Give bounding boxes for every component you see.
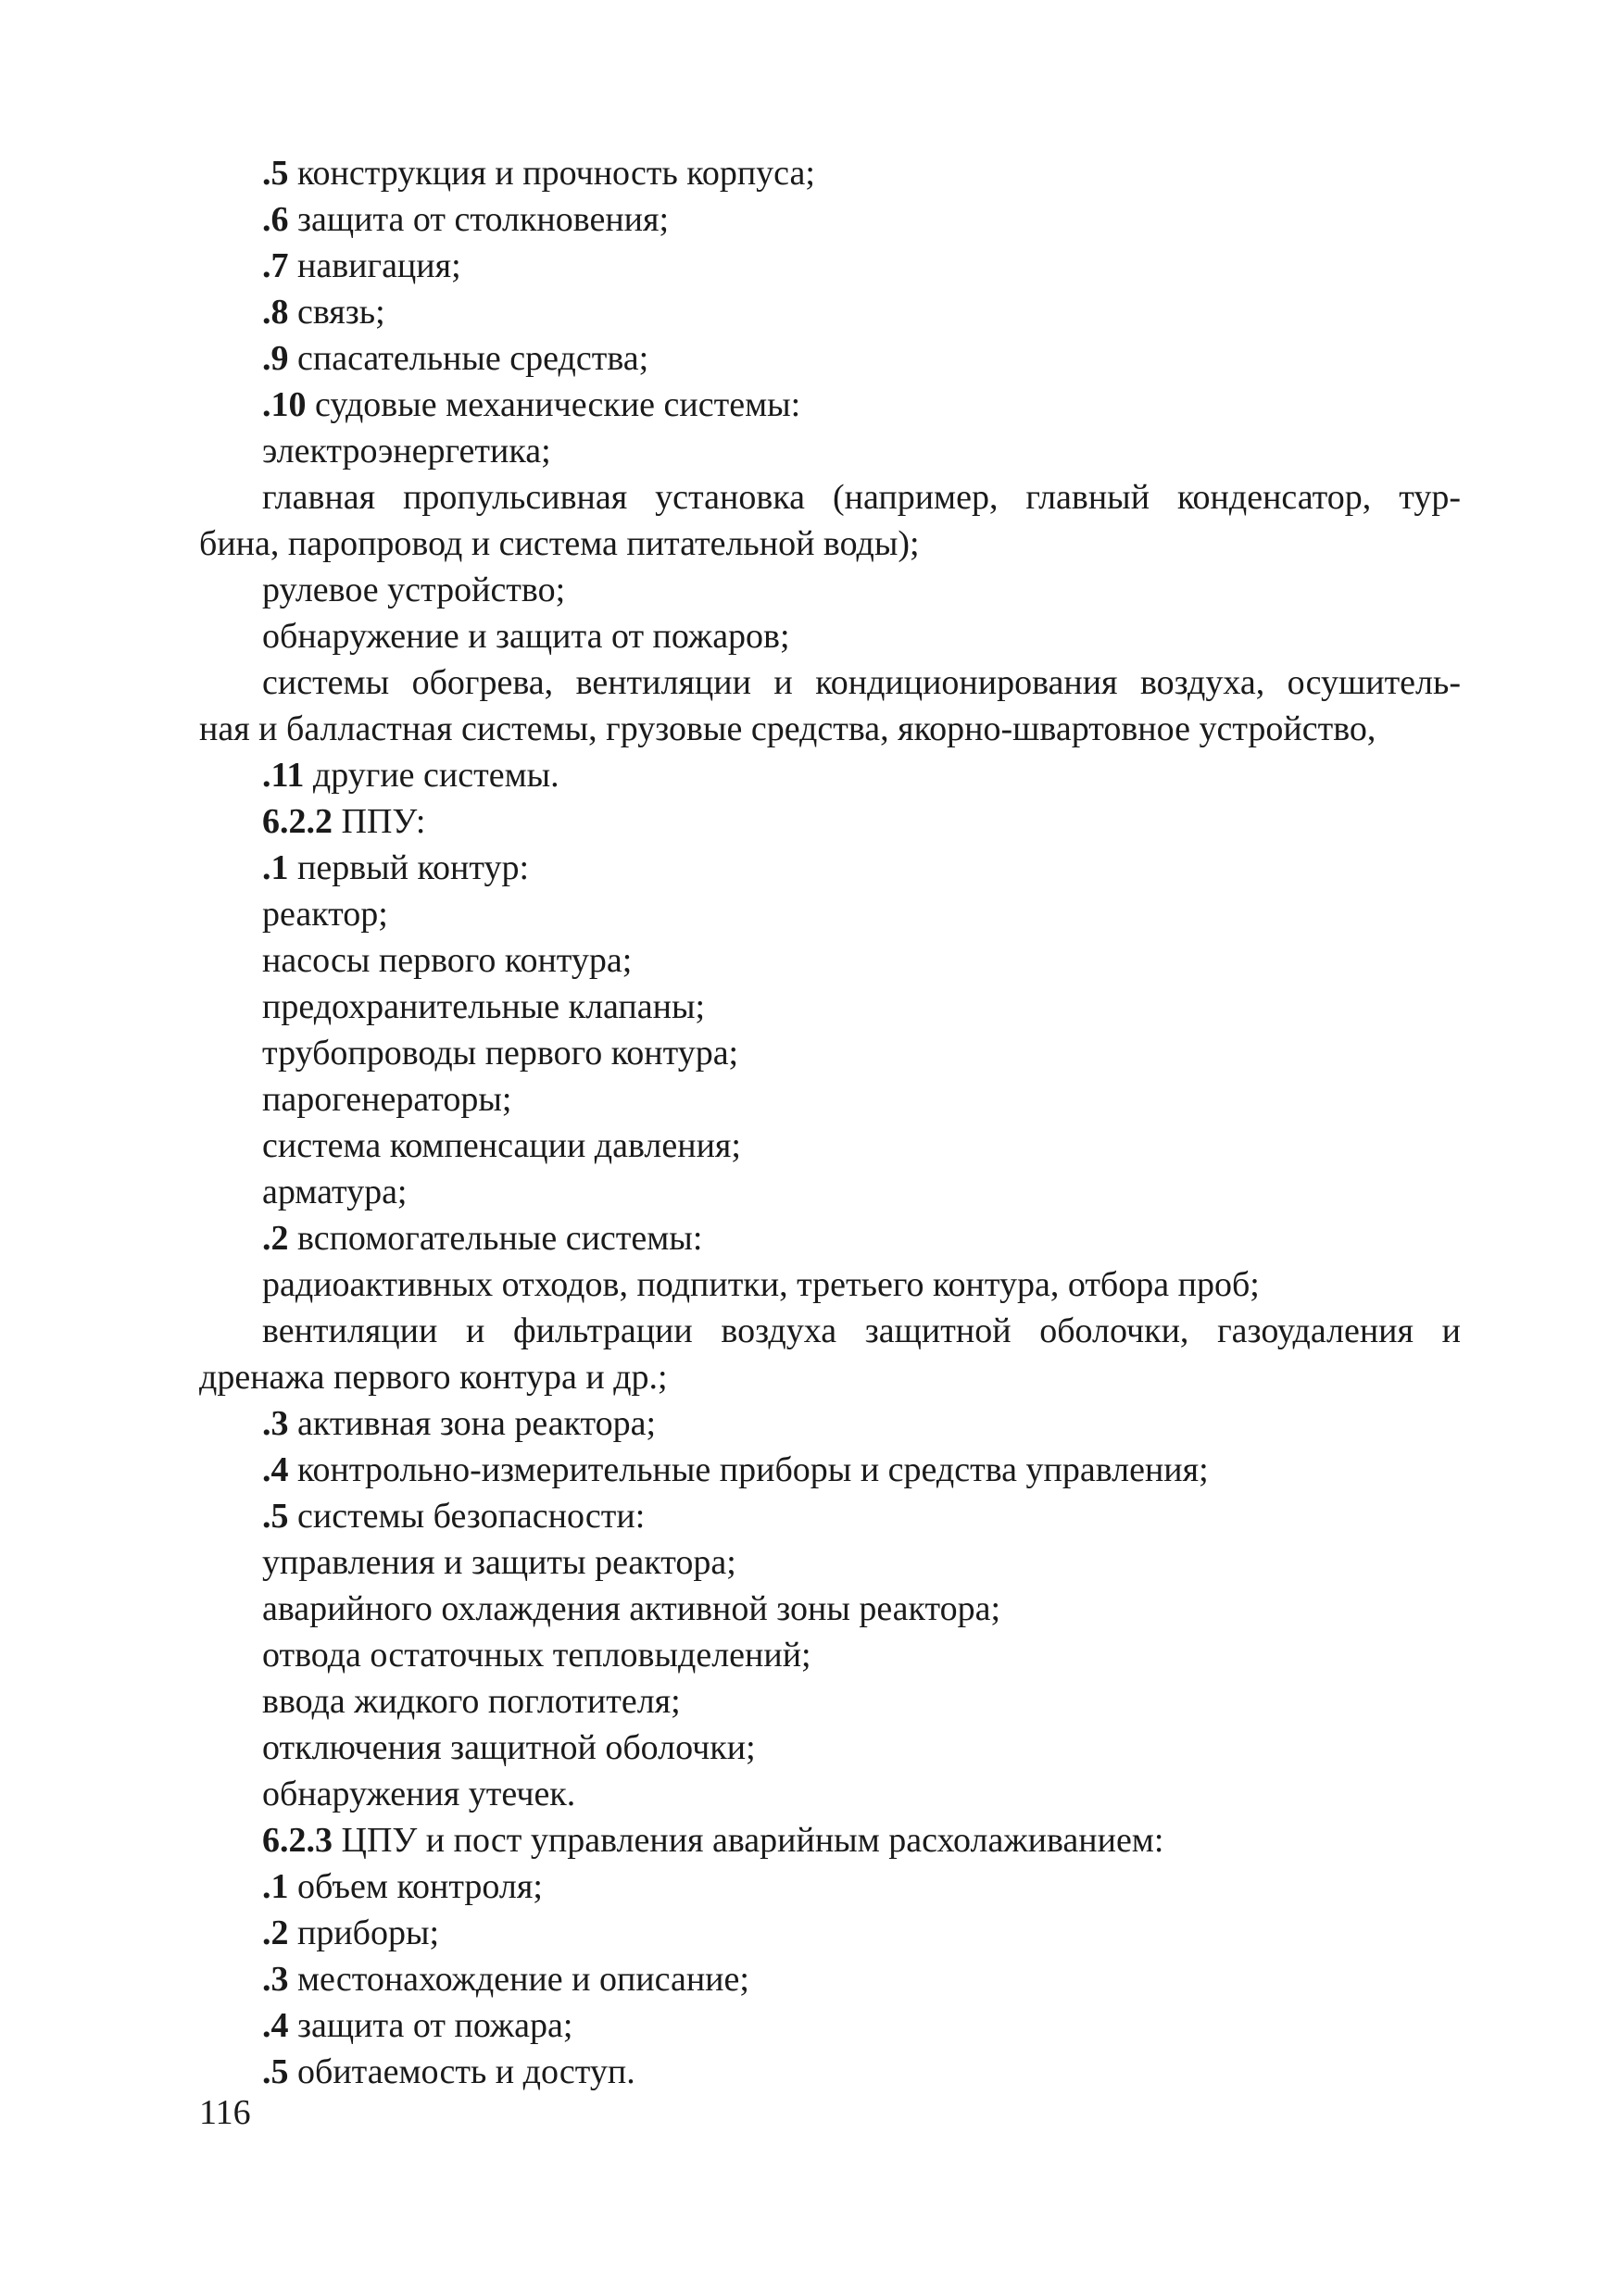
list-item: электроэнергетика; [262, 432, 551, 470]
list-item [199, 1863, 1461, 1910]
list-item [199, 752, 1461, 798]
item-number: .11 [262, 756, 305, 795]
section-heading [199, 798, 1461, 845]
item-number: .5 [262, 154, 289, 193]
list-item [199, 1400, 1461, 1447]
list-item: ввода жидкого поглотителя; [262, 1682, 681, 1721]
item-text: приборы; [288, 1913, 440, 1952]
section-heading [199, 1817, 1461, 1863]
item-text: объем контроля; [288, 1867, 543, 1906]
item-number: .6 [262, 200, 289, 239]
item-number: .2 [262, 1913, 289, 1952]
item-text: активная зона реактора; [288, 1404, 657, 1443]
paragraph-text: вентиляции и фильтрации воздуха защитной оболочки, газоудаления и [262, 1311, 1461, 1350]
item-text: навигация; [288, 246, 461, 285]
list-item [199, 2002, 1461, 2049]
list-item [199, 289, 1461, 335]
list-item: арматура; [262, 1173, 408, 1211]
item-text: вспомогательные системы: [288, 1219, 703, 1258]
list-item [199, 196, 1461, 243]
paragraph-line: ная и балластная системы, грузовые средства, якорно-швартовное устройство, [199, 709, 1376, 748]
section-title: ЦПУ и пост управления аварийным расхолаживанием: [333, 1821, 1164, 1860]
list-item: рулевое устройство; [262, 571, 566, 609]
page-number: 116 [199, 2093, 251, 2132]
paragraph-line [199, 1308, 1461, 1354]
item-number: .3 [262, 1404, 289, 1443]
list-item [199, 335, 1461, 382]
list-item [199, 1447, 1461, 1493]
list-item: насосы первого контура; [262, 941, 633, 980]
list-item: аварийного охлаждения активной зоны реактора; [262, 1589, 1001, 1628]
item-text: первый контур: [288, 848, 530, 887]
paragraph-text: системы обогрева, вентиляции и кондиционирования воздуха, осушитель- [262, 663, 1461, 702]
item-number: .5 [262, 2052, 289, 2091]
list-item: предохранительные клапаны; [262, 987, 706, 1026]
list-item [199, 243, 1461, 289]
item-text: спасательные средства; [288, 339, 649, 378]
list-item [199, 1910, 1461, 1956]
list-item: реактор; [262, 895, 388, 934]
item-number: .7 [262, 246, 289, 285]
page-body [199, 150, 1461, 2095]
list-item [199, 2049, 1461, 2095]
item-text: другие системы. [304, 756, 559, 795]
list-item [199, 845, 1461, 891]
item-text: защита от столкновения; [288, 200, 670, 239]
list-item: управления и защиты реактора; [262, 1543, 736, 1582]
item-text: местонахождение и описание; [288, 1960, 749, 1999]
item-text: судовые механические системы: [306, 385, 801, 424]
item-text: контрольно-измерительные приборы и средства управления; [288, 1450, 1209, 1489]
list-item [199, 150, 1461, 196]
item-number: .8 [262, 293, 289, 332]
list-item: трубопроводы первого контура; [262, 1034, 739, 1073]
item-number: .10 [262, 385, 307, 424]
list-item: отвода остаточных тепловыделений; [262, 1636, 811, 1675]
item-text: защита от пожара; [288, 2006, 573, 2045]
item-number: .2 [262, 1219, 289, 1258]
paragraph-line: дренажа первого контура и др.; [199, 1358, 668, 1397]
list-item: отключения защитной оболочки; [262, 1728, 756, 1767]
list-item: обнаружения утечек. [262, 1775, 576, 1813]
item-number: .4 [262, 2006, 289, 2045]
item-text: конструкция и прочность корпуса; [288, 154, 815, 193]
list-item [199, 1956, 1461, 2002]
item-text: связь; [288, 293, 385, 332]
list-item [199, 382, 1461, 428]
paragraph-line: бина, паропровод и система питательной воды); [199, 524, 920, 563]
paragraph-line [199, 659, 1461, 706]
list-item: система компенсации давления; [262, 1126, 741, 1165]
paragraph-text: главная пропульсивная установка (например, главный конденсатор, тур- [262, 478, 1461, 517]
section-title: ППУ: [333, 802, 426, 841]
item-number: .4 [262, 1450, 289, 1489]
item-number: .5 [262, 1497, 289, 1536]
list-item: парогенераторы; [262, 1080, 512, 1119]
section-number: 6.2.2 [262, 802, 333, 841]
list-item [199, 1493, 1461, 1539]
list-item [199, 1215, 1461, 1261]
item-text: обитаемость и доступ. [288, 2052, 635, 2091]
section-number: 6.2.3 [262, 1821, 333, 1860]
item-text: системы безопасности: [288, 1497, 646, 1536]
item-number: .1 [262, 848, 289, 887]
list-item: обнаружение и защита от пожаров; [262, 617, 790, 656]
item-number: .1 [262, 1867, 289, 1906]
item-number: .9 [262, 339, 289, 378]
item-number: .3 [262, 1960, 289, 1999]
list-item: радиоактивных отходов, подпитки, третьего контура, отбора проб; [262, 1265, 1260, 1304]
paragraph-line [199, 474, 1461, 521]
